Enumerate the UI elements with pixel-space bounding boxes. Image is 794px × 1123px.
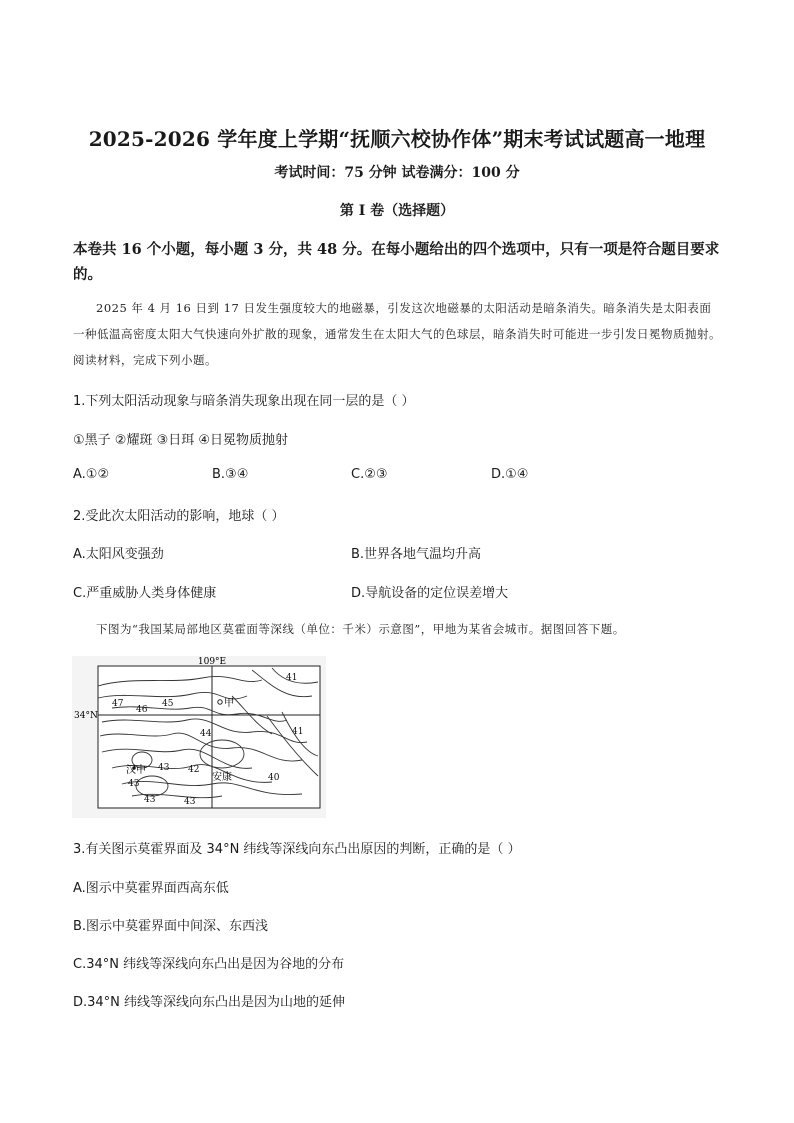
map-longitude-label: 109°E (197, 657, 227, 667)
contour-label: 47 (112, 699, 124, 709)
q1-option-d[interactable]: D.①④ (491, 467, 529, 482)
q3-option-a[interactable]: A.图示中莫霍界面西高东低 (73, 881, 229, 896)
map-latitude-label: 34°N (74, 711, 98, 721)
contour-label: 44 (200, 729, 212, 739)
q2-option-b[interactable]: B.世界各地气温均升高 (351, 547, 482, 562)
contour-label: 43 (128, 779, 140, 789)
material-paragraph-2: 下图为“我国某局部地区莫霍面等深线（单位：千米）示意图”，甲地为某省会城市。据图回答下题。 (96, 622, 625, 636)
q3-option-d[interactable]: D.34°N 纬线等深线向东凸出是因为山地的延伸 (73, 995, 346, 1010)
map-city-jia: 甲 (224, 698, 234, 709)
material-paragraph-1: 2025 年 4 月 16 日到 17 日发生强度较大的地磁暴，引发这次地磁暴的太阳活动是暗条消失。暗条消失是太阳表面一种低温高密度太阳大气快速向外扩散的现象，通常发生在太阳大气的色球层，暗条消失时可能进一步引发日冕物质抛射。阅读材料，完成下列小题。 (73, 301, 721, 367)
contour-label: 45 (162, 699, 174, 709)
map-city-hanzhong: 汉中 (126, 765, 146, 776)
question-2-stem: 2.受此次太阳活动的影响，地球（ ） (73, 509, 285, 524)
map-city-ankang: 安康 (212, 772, 232, 783)
q1-option-c[interactable]: C.②③ (351, 467, 388, 482)
section-heading: 第 I 卷（选择题） (339, 203, 455, 219)
contour-label: 42 (188, 765, 200, 775)
q2-option-c[interactable]: C.严重威胁人类身体健康 (73, 586, 217, 601)
contour-label: 43 (144, 795, 156, 805)
q3-option-b[interactable]: B.图示中莫霍界面中间深、东西浅 (73, 919, 269, 934)
moho-contour-map (72, 656, 326, 818)
contour-label: 41 (292, 727, 304, 737)
contour-label: 46 (136, 705, 148, 715)
contour-label: 43 (184, 797, 196, 807)
q1-option-a[interactable]: A.①② (73, 467, 110, 482)
q2-option-a[interactable]: A.太阳风变强劲 (73, 547, 164, 562)
contour-label: 41 (286, 673, 298, 683)
question-3-stem: 3.有关图示莫霍界面及 34°N 纬线等深线向东凸出原因的判断，正确的是（ ） (73, 842, 521, 857)
q3-option-c[interactable]: C.34°N 纬线等深线向东凸出是因为谷地的分布 (73, 957, 345, 972)
question-1-stem: 1.下列太阳活动现象与暗条消失现象出现在同一层的是（ ） (73, 394, 415, 409)
q1-option-b[interactable]: B.③④ (212, 467, 249, 482)
question-1-items: ①黑子 ②耀斑 ③日珥 ④日冕物质抛射 (73, 433, 289, 448)
exam-info: 考试时间：75 分钟 试卷满分：100 分 (274, 165, 520, 181)
contour-label: 40 (268, 773, 280, 783)
q2-option-d[interactable]: D.导航设备的定位误差增大 (351, 586, 509, 601)
page-title: 2025-2026 学年度上学期“抚顺六校协作体”期末考试试题高一地理 (88, 127, 706, 151)
contour-label: 43 (158, 763, 170, 773)
instructions: 本卷共 16 个小题，每小题 3 分，共 48 分。在每小题给出的四个选项中，只有一项是符合题目要求的。 (73, 241, 720, 283)
